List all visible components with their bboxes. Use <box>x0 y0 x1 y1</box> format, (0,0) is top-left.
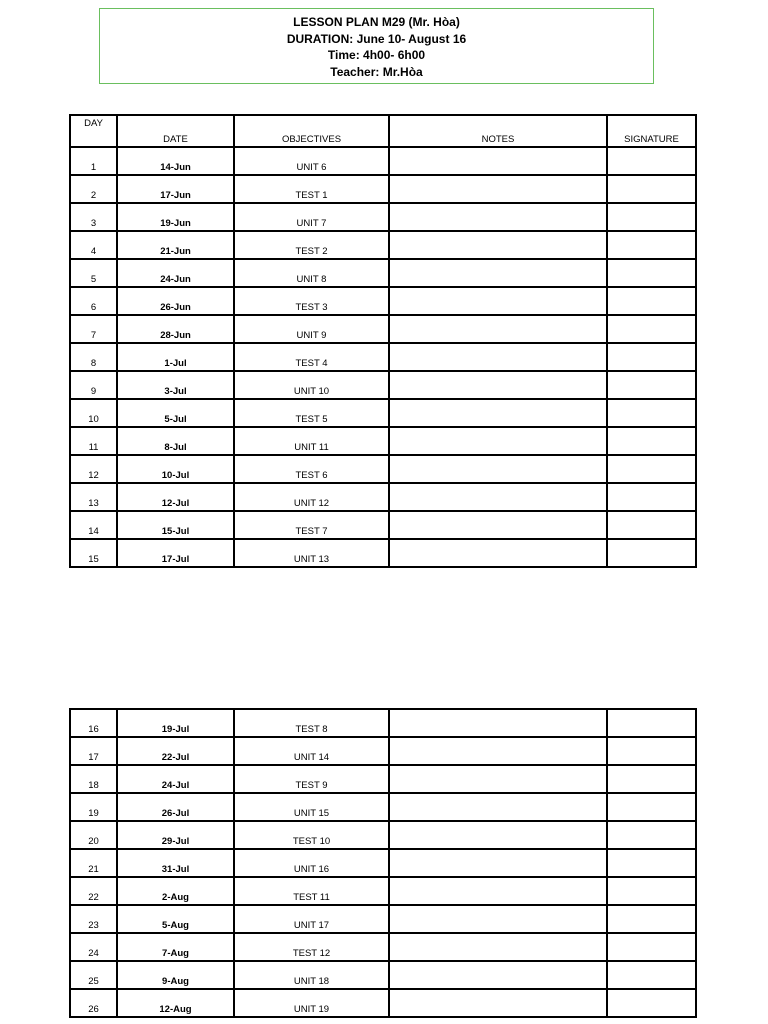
notes-cell[interactable] <box>389 343 607 371</box>
date-cell: 7-Aug <box>117 933 234 961</box>
day-cell: 2 <box>70 175 117 203</box>
col-header-date: DATE <box>117 115 234 147</box>
signature-cell[interactable] <box>607 539 696 567</box>
objective-cell: UNIT 10 <box>234 371 389 399</box>
table-row <box>70 203 696 231</box>
col-header-signature: SIGNATURE <box>607 115 696 147</box>
signature-cell[interactable] <box>607 905 696 933</box>
day-cell: 22 <box>70 877 117 905</box>
schedule-table-1 <box>69 114 697 568</box>
objective-cell: UNIT 18 <box>234 961 389 989</box>
objective-cell: UNIT 12 <box>234 483 389 511</box>
day-cell: 10 <box>70 399 117 427</box>
signature-cell[interactable] <box>607 147 696 175</box>
notes-cell[interactable] <box>389 933 607 961</box>
signature-cell[interactable] <box>607 821 696 849</box>
objective-cell: TEST 12 <box>234 933 389 961</box>
objective-cell: TEST 6 <box>234 455 389 483</box>
objective-cell: TEST 10 <box>234 821 389 849</box>
notes-cell[interactable] <box>389 961 607 989</box>
objective-cell: TEST 1 <box>234 175 389 203</box>
objective-cell: UNIT 6 <box>234 147 389 175</box>
notes-cell[interactable] <box>389 259 607 287</box>
day-cell: 12 <box>70 455 117 483</box>
date-cell: 1-Jul <box>117 343 234 371</box>
date-cell: 8-Jul <box>117 427 234 455</box>
day-cell: 13 <box>70 483 117 511</box>
notes-cell[interactable] <box>389 989 607 1017</box>
signature-cell[interactable] <box>607 511 696 539</box>
objective-cell: UNIT 17 <box>234 905 389 933</box>
lesson-plan-header <box>99 8 654 84</box>
notes-cell[interactable] <box>389 483 607 511</box>
signature-cell[interactable] <box>607 765 696 793</box>
date-cell: 17-Jun <box>117 175 234 203</box>
notes-cell[interactable] <box>389 315 607 343</box>
day-cell: 15 <box>70 539 117 567</box>
signature-cell[interactable] <box>607 989 696 1017</box>
date-cell: 28-Jun <box>117 315 234 343</box>
objective-cell: TEST 8 <box>234 709 389 737</box>
signature-cell[interactable] <box>607 371 696 399</box>
notes-cell[interactable] <box>389 455 607 483</box>
table-row <box>70 989 696 1017</box>
day-cell: 25 <box>70 961 117 989</box>
objective-cell: UNIT 14 <box>234 737 389 765</box>
day-cell: 21 <box>70 849 117 877</box>
notes-cell[interactable] <box>389 765 607 793</box>
signature-cell[interactable] <box>607 399 696 427</box>
day-cell: 18 <box>70 765 117 793</box>
day-cell: 5 <box>70 259 117 287</box>
day-cell: 17 <box>70 737 117 765</box>
date-cell: 5-Jul <box>117 399 234 427</box>
notes-cell[interactable] <box>389 203 607 231</box>
day-cell: 11 <box>70 427 117 455</box>
signature-cell[interactable] <box>607 343 696 371</box>
date-cell: 22-Jul <box>117 737 234 765</box>
day-cell: 9 <box>70 371 117 399</box>
signature-cell[interactable] <box>607 315 696 343</box>
table-row <box>70 849 696 877</box>
objective-cell: UNIT 13 <box>234 539 389 567</box>
date-cell: 5-Aug <box>117 905 234 933</box>
objective-cell: UNIT 7 <box>234 203 389 231</box>
table-row <box>70 709 696 737</box>
signature-cell[interactable] <box>607 203 696 231</box>
notes-cell[interactable] <box>389 427 607 455</box>
plan-title: LESSON PLAN M29 (Mr. Hòa) <box>293 15 460 29</box>
notes-cell[interactable] <box>389 371 607 399</box>
table-row <box>70 343 696 371</box>
day-cell: 8 <box>70 343 117 371</box>
day-cell: 3 <box>70 203 117 231</box>
date-cell: 9-Aug <box>117 961 234 989</box>
day-cell: 26 <box>70 989 117 1017</box>
notes-cell[interactable] <box>389 877 607 905</box>
table-row <box>70 427 696 455</box>
table-row <box>70 737 696 765</box>
objective-cell: TEST 5 <box>234 399 389 427</box>
notes-cell[interactable] <box>389 287 607 315</box>
notes-cell[interactable] <box>389 821 607 849</box>
objective-cell: TEST 3 <box>234 287 389 315</box>
date-cell: 26-Jul <box>117 793 234 821</box>
notes-cell[interactable] <box>389 849 607 877</box>
objective-cell: TEST 7 <box>234 511 389 539</box>
day-cell: 14 <box>70 511 117 539</box>
signature-cell[interactable] <box>607 961 696 989</box>
signature-cell[interactable] <box>607 455 696 483</box>
notes-cell[interactable] <box>389 231 607 259</box>
date-cell: 12-Aug <box>117 989 234 1017</box>
day-cell: 16 <box>70 709 117 737</box>
date-cell: 19-Jun <box>117 203 234 231</box>
plan-teacher: Teacher: Mr.Hòa <box>330 64 423 79</box>
col-header-day: DAY <box>70 115 117 147</box>
plan-time: Time: 4h00- 6h00 <box>327 48 426 62</box>
objective-cell: UNIT 9 <box>234 315 389 343</box>
objective-cell: TEST 9 <box>234 765 389 793</box>
notes-cell[interactable] <box>389 175 607 203</box>
signature-cell[interactable] <box>607 483 696 511</box>
date-cell: 19-Jul <box>117 709 234 737</box>
date-cell: 21-Jun <box>117 231 234 259</box>
day-cell: 23 <box>70 905 117 933</box>
signature-cell[interactable] <box>607 259 696 287</box>
date-cell: 10-Jul <box>117 455 234 483</box>
signature-cell[interactable] <box>607 933 696 961</box>
day-cell: 24 <box>70 933 117 961</box>
table-row <box>70 821 696 849</box>
plan-duration: DURATION: June 10- August 16 <box>286 31 467 46</box>
date-cell: 14-Jun <box>117 147 234 175</box>
date-cell: 26-Jun <box>117 287 234 315</box>
table-row <box>70 905 696 933</box>
table-row <box>70 483 696 511</box>
table-row <box>70 399 696 427</box>
table-row <box>70 455 696 483</box>
objective-cell: TEST 2 <box>234 231 389 259</box>
objective-cell: TEST 4 <box>234 343 389 371</box>
date-cell: 2-Aug <box>117 877 234 905</box>
table-row <box>70 259 696 287</box>
notes-cell[interactable] <box>389 709 607 737</box>
date-cell: 24-Jun <box>117 259 234 287</box>
table-row <box>70 765 696 793</box>
objective-cell: UNIT 16 <box>234 849 389 877</box>
table-row <box>70 175 696 203</box>
signature-cell[interactable] <box>607 793 696 821</box>
signature-cell[interactable] <box>607 427 696 455</box>
day-cell: 1 <box>70 147 117 175</box>
day-cell: 20 <box>70 821 117 849</box>
date-cell: 31-Jul <box>117 849 234 877</box>
notes-cell[interactable] <box>389 737 607 765</box>
col-header-notes: NOTES <box>389 115 607 147</box>
objective-cell: TEST 11 <box>234 877 389 905</box>
table-row <box>70 147 696 175</box>
signature-cell[interactable] <box>607 737 696 765</box>
table-row <box>70 539 696 567</box>
day-cell: 19 <box>70 793 117 821</box>
table-row <box>70 287 696 315</box>
table-row <box>70 371 696 399</box>
signature-cell[interactable] <box>607 877 696 905</box>
day-cell: 4 <box>70 231 117 259</box>
date-cell: 17-Jul <box>117 539 234 567</box>
notes-cell[interactable] <box>389 147 607 175</box>
signature-cell[interactable] <box>607 849 696 877</box>
table-header-row <box>70 115 696 147</box>
objective-cell: UNIT 11 <box>234 427 389 455</box>
date-cell: 12-Jul <box>117 483 234 511</box>
day-cell: 6 <box>70 287 117 315</box>
objective-cell: UNIT 8 <box>234 259 389 287</box>
signature-cell[interactable] <box>607 231 696 259</box>
table-row <box>70 933 696 961</box>
date-cell: 24-Jul <box>117 765 234 793</box>
table-row <box>70 793 696 821</box>
notes-cell[interactable] <box>389 399 607 427</box>
date-cell: 3-Jul <box>117 371 234 399</box>
signature-cell[interactable] <box>607 709 696 737</box>
table-row <box>70 315 696 343</box>
date-cell: 29-Jul <box>117 821 234 849</box>
notes-cell[interactable] <box>389 793 607 821</box>
day-cell: 7 <box>70 315 117 343</box>
notes-cell[interactable] <box>389 511 607 539</box>
table-row <box>70 877 696 905</box>
table-row <box>70 511 696 539</box>
notes-cell[interactable] <box>389 539 607 567</box>
table-row <box>70 231 696 259</box>
schedule-table-2 <box>69 708 697 1018</box>
objective-cell: UNIT 15 <box>234 793 389 821</box>
signature-cell[interactable] <box>607 175 696 203</box>
date-cell: 15-Jul <box>117 511 234 539</box>
notes-cell[interactable] <box>389 905 607 933</box>
table-row <box>70 961 696 989</box>
objective-cell: UNIT 19 <box>234 989 389 1017</box>
signature-cell[interactable] <box>607 287 696 315</box>
col-header-objectives: OBJECTIVES <box>234 115 389 147</box>
